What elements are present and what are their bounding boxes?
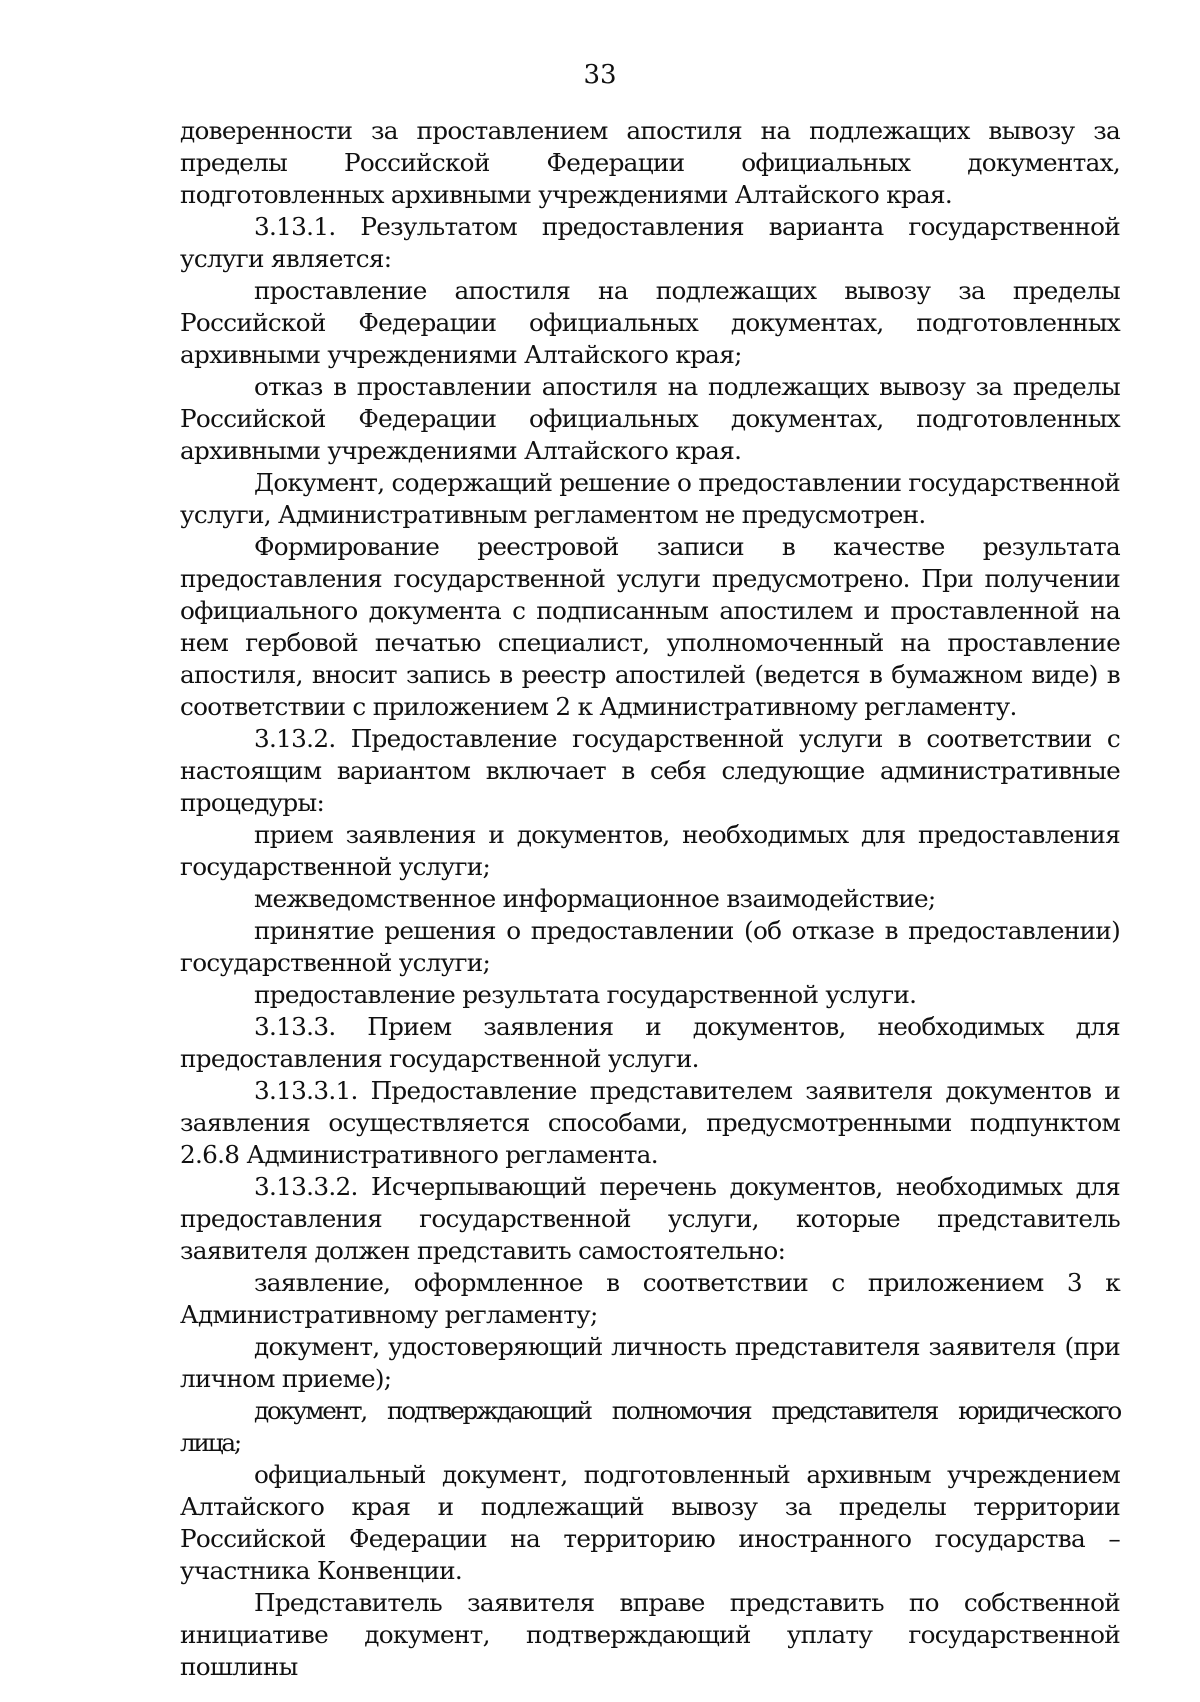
paragraph: заявление, оформленное в соответствии с приложением 3 к Административному регламенту; bbox=[180, 1268, 1120, 1329]
paragraph: межведомственное информационное взаимодействие; bbox=[254, 884, 936, 913]
paragraph: 3.13.3.1. Предоставление представителем заявителя документов и заявления осуществляется способами, предусмотренными подпунктом 2.6.8 Административного регламента. bbox=[180, 1076, 1120, 1169]
document-body bbox=[180, 115, 1120, 1683]
paragraph: принятие решения о предоставлении (об отказе в предоставлении) государственной услуги; bbox=[180, 916, 1120, 977]
paragraph: прием заявления и документов, необходимых для предоставления государственной услуги; bbox=[180, 820, 1120, 881]
paragraph: отказ в проставлении апостиля на подлежащих вывозу за пределы Российской Федерации официальных документах, подготовленных архивными учреждениями Алтайского края. bbox=[180, 372, 1120, 465]
paragraph: 3.13.3.2. Исчерпывающий перечень документов, необходимых для предоставления государственной услуги, которые представитель заявителя должен представить самостоятельно: bbox=[180, 1172, 1120, 1265]
paragraph: 3.13.2. Предоставление государственной услуги в соответствии с настоящим вариантом включает в себя следующие административные процедуры: bbox=[180, 724, 1120, 817]
paragraph: доверенности за проставлением апостиля на подлежащих вывозу за пределы Российской Федерации официальных документах, подготовленных архивными учреждениями Алтайского края. bbox=[180, 116, 1120, 209]
page-number: 33 bbox=[583, 60, 617, 90]
paragraph: официальный документ, подготовленный архивным учреждением Алтайского края и подлежащий вывозу за пределы территории Российской Федерации на территорию иностранного государства – участника Конвенции. bbox=[180, 1460, 1120, 1585]
paragraph: Документ, содержащий решение о предоставлении государственной услуги, Административным регламентом не предусмотрен. bbox=[180, 468, 1120, 529]
paragraph: Формирование реестровой записи в качестве результата предоставления государственной услуги предусмотрено. При получении официального документа с подписанным апостилем и проставленной на нем гербовой печатью специалист, уполномоченный на проставление апостиля, вносит запись в реестр апостилей (ведется в бумажном виде) в соответствии с приложением 2 к Административному регламенту. bbox=[180, 532, 1120, 721]
paragraph: 3.13.3. Прием заявления и документов, необходимых для предоставления государственной услуги. bbox=[180, 1012, 1120, 1073]
paragraph: 3.13.1. Результатом предоставления варианта государственной услуги является: bbox=[180, 212, 1120, 273]
paragraph: документ, удостоверяющий личность представителя заявителя (при личном приеме); bbox=[180, 1332, 1120, 1393]
paragraph: предоставление результата государственной услуги. bbox=[254, 980, 917, 1009]
paragraph: документ, подтверждающий полномочия представителя юридического лица; bbox=[180, 1396, 1120, 1457]
paragraph: проставление апостиля на подлежащих вывозу за пределы Российской Федерации официальных документах, подготовленных архивными учреждениями Алтайского края; bbox=[180, 276, 1120, 369]
paragraph: Представитель заявителя вправе представить по собственной инициативе документ, подтверждающий уплату государственной пошлины bbox=[180, 1588, 1120, 1681]
